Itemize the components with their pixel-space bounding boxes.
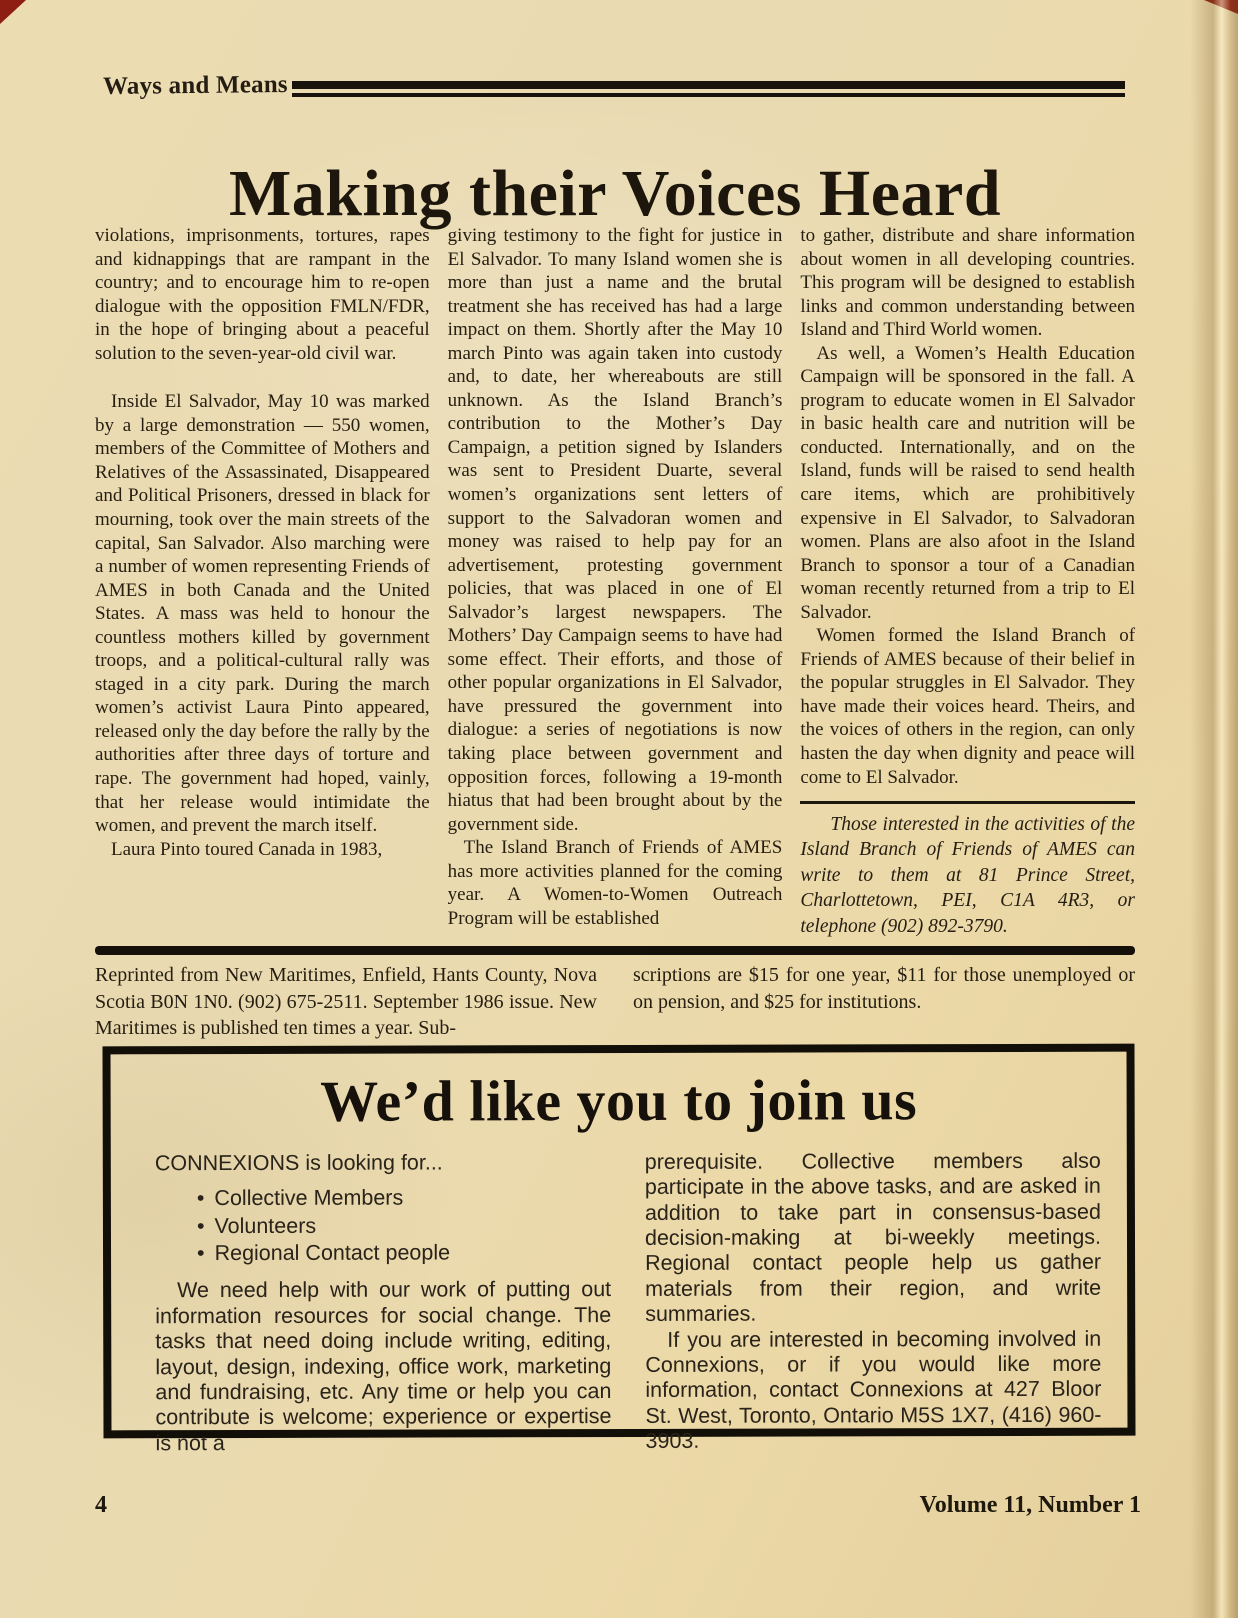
advert-column-right — [645, 1149, 1102, 1455]
bullet-label: Regional Contact people — [214, 1240, 451, 1266]
bullet-icon: • — [196, 1186, 205, 1211]
contact-note: Those interested in the activities of the Island Branch of Friends of AMES can write to them at 81 Prince Street, Charlottetown, PEI, C1A 4R3, or telephone (902) 892-3790. — [800, 814, 1136, 937]
list-item — [197, 1213, 611, 1239]
paragraph: Women formed the Island Branch of Friends of AMES because of their belief in the popular struggles in El Salvador. They have made their voices heard. Theirs, and the voices of others in the region, can only hasten the day when dignity and peace will come to El Salvador. — [800, 625, 1136, 788]
paragraph: Laura Pinto toured Canada in 1983, — [111, 838, 383, 860]
paragraph: The Island Branch of Friends of AMES has more activities planned for the coming year. A Women-to-Women Outreach Program will be established — [447, 837, 783, 929]
reprint-credit — [95, 962, 1135, 1042]
article-column-1 — [95, 224, 430, 939]
article-body — [95, 224, 1135, 939]
paragraph: giving testimony to the fight for justice in El Salvador. To many Island women she is more than just a name and the brutal treatment she has received has had a large impact on them. Shortly after the May 10 march Pinto was again taken into custody and, to date, her whereabouts are still unknown. As the Island Branch’s contribution to the Mother’s Day Campaign, a petition signed by Islanders was sent to President Duarte, several women’s organizations sent letters of support to the Salvadoran women and money was raised to help pay for an advertisement, protesting government policies, that was placed in one of El Salvador’s largest newspapers. The Mothers’ Day Campaign seems to have had some effect. Their efforts, and those of other popular organizations in El Salvador, have pressured the government into dialogue: a series of negotiations is now taking place between government and opposition forces, following a 19-month hiatus that had been brought about by the government side. — [447, 225, 783, 835]
advert-column-left — [155, 1150, 612, 1456]
paragraph: to gather, distribute and share information about women in all developing countries. This program will be designed to establish links and common understanding between Island and Third World women. — [800, 225, 1136, 341]
article-column-2 — [448, 224, 783, 939]
advert-bullet-list — [155, 1185, 611, 1266]
paragraph: As well, a Women’s Health Education Campaign will be sponsored in the fall. A program to educate women in El Salvador in basic health care and nutrition will be conducted. Internationally, and on the Island, funds will be raised to send health care items, which are prohibitively expensive in El Salvador, to Salvadoran women. Plans are also afoot in the Island Branch to sponsor a tour of a Canadian woman recently returned from a trip to El Salvador. — [800, 342, 1136, 623]
page-number: 4 — [95, 1492, 107, 1518]
list-item — [197, 1185, 611, 1211]
list-item — [197, 1240, 611, 1266]
bullet-label: Collective Members — [214, 1185, 404, 1211]
paragraph: violations, imprisonments, tortures, rapes and kidnappings that are rampant in the country; and to encourage him to re-open dialogue with the opposition FMLN/FDR, in the hope of bringing about a peaceful solution to the seven-year-old civil war. — [95, 225, 430, 364]
photo-corner-top-left — [0, 0, 26, 24]
section-kicker: Ways and Means — [102, 71, 288, 100]
reprint-credit-left: Reprinted from New Maritimes, Enfield, Hants County, Nova Scotia B0N 1N0. (902) 675-2511. September 1986 issue. New Maritimes is published ten times a year. Sub- — [95, 964, 597, 1040]
connexions-advert-box — [102, 1044, 1135, 1455]
bullet-icon: • — [196, 1241, 205, 1266]
article-column-3 — [800, 224, 1135, 939]
masthead-double-rule — [292, 81, 1125, 97]
section-masthead — [103, 72, 1125, 100]
reprint-credit-right: scriptions are $15 for one year, $11 for those unemployed or on pension, and $25 for institutions. — [633, 964, 1135, 1013]
paragraph: prerequisite. Collective members also participate in the above tasks, and are asked in addition to take part in consensus-based decision-making at bi-weekly meetings. Regional contact people help us gather materials from their region, and write summaries. — [644, 1148, 1102, 1327]
bullet-icon: • — [196, 1213, 205, 1238]
page-fold-shadow — [1190, 0, 1238, 1618]
advert-intro: CONNEXIONS is looking for... — [154, 1150, 443, 1176]
paragraph: Inside El Salvador, May 10 was marked by a large demonstration — 550 women, members of the Committee of Mothers and Relatives of the Assassinated, Disappeared and Political Prisoners, dressed in black for mourning, took over the main streets of the capital, San Salvador. Also marching were a number of women representing Friends of AMES in both Canada and the United States. A mass was held to honour the countless mothers killed by government troops, and a political-cultural rally was staged in a city park. During the march women’s activist Laura Pinto appeared, released only the day before the rally by the authorities after three days of torture and rape. The government had hoped, vainly, that her release would intimidate the women, and prevent the march itself. — [95, 391, 430, 837]
photo-corner-top-right — [1204, 0, 1238, 14]
bullet-label: Volunteers — [214, 1213, 317, 1238]
advert-columns — [111, 1133, 1128, 1457]
paragraph: If you are interested in becoming involved in Connexions, or if you would like more information, contact Connexions at 427 Bloor St. West, Toronto, Ontario M5S 1X7, (416) 960-3903. — [645, 1326, 1102, 1453]
article-title: Making their Voices Heard — [228, 157, 1002, 231]
advert-title: We’d like you to join us — [320, 1067, 918, 1134]
paragraph: We need help with our work of putting out information resources for social change. The tasks that need doing include writing, editing, layout, design, indexing, office work, marketing and fundraising, etc. Any time or help you can contribute is welcome; experience or expertise is not a — [155, 1277, 612, 1455]
section-divider-rule — [95, 946, 1135, 955]
issue-label: Volume 11, Number 1 — [919, 1492, 1141, 1518]
page-footer — [95, 1492, 1141, 1519]
